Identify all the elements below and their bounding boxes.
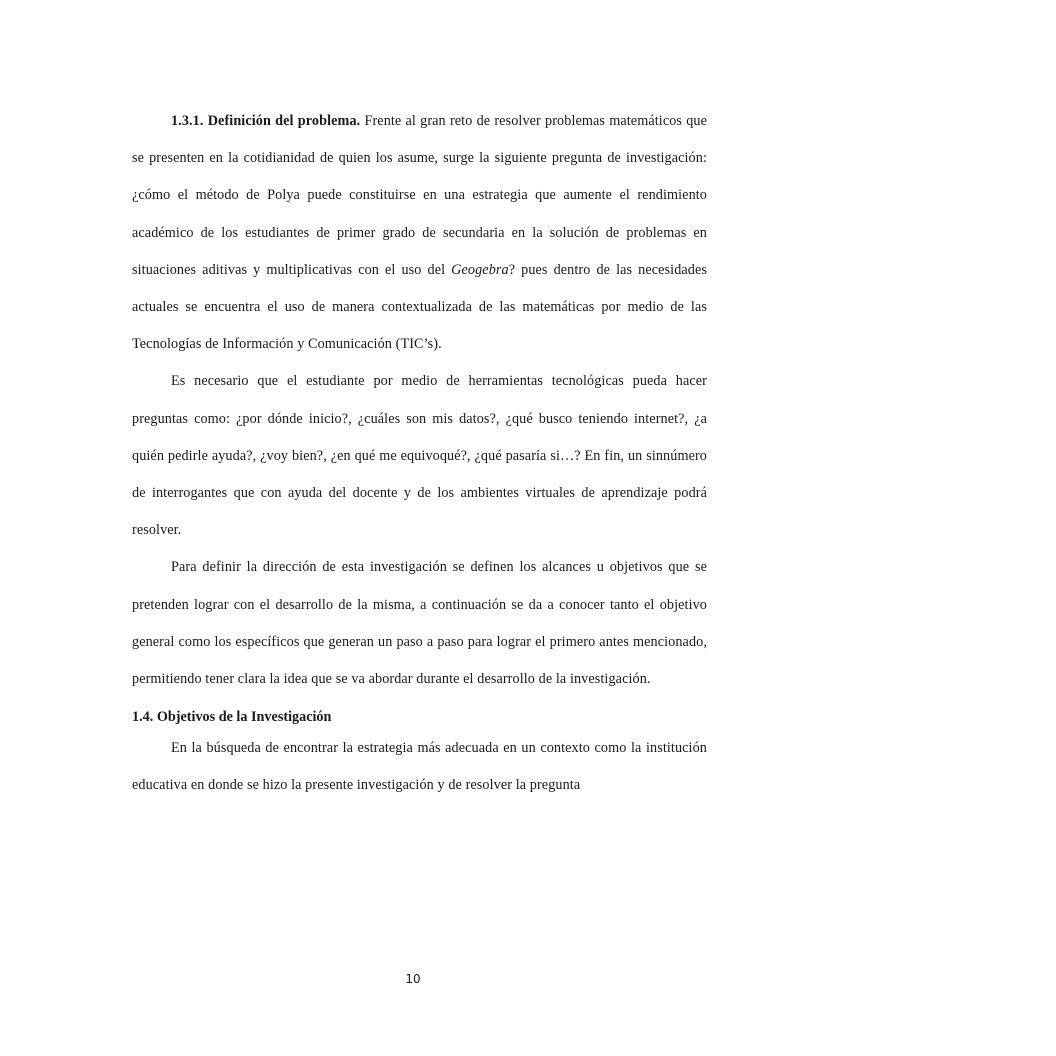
section-heading-objectives: 1.4. Objetivos de la Investigación	[132, 709, 332, 726]
page-number: 10	[405, 972, 421, 986]
geogebra-italic-term: Geogebra	[451, 261, 509, 278]
paragraph-research-direction: Para definir la dirección de esta investigación se definen los alcances u objetivos que se pretenden lograr con el desarrollo de la misma, a continuación se da a conocer tanto el objetivo general como los específicos que generan un paso a paso para lograr el primero antes mencionado, permitiendo tener clara la idea que se va abordar durante el desarrollo de la investigación.	[132, 559, 707, 688]
paragraph-text-part1: Frente al gran reto de resolver problemas matemáticos que se presenten en la cotidianidad de quien los asume, surge la siguiente pregunta de investigación: ¿cómo el método de Polya puede constituirse en una estrategia que aumente el rendimiento académico de los estudiantes de primer grado de secundaria en la solución de problemas en situaciones aditivas y multiplicativas con el uso del	[132, 113, 707, 278]
paragraph-problem-definition	[132, 103, 707, 363]
paragraph-student-questions: Es necesario que el estudiante por medio de herramientas tecnológicas pueda hacer preguntas como: ¿por dónde inicio?, ¿cuáles son mis datos?, ¿qué busco teniendo internet?, ¿a quién pedirle ayuda?, ¿voy bien?, ¿en qué me equivoqué?, ¿qué pasaría si…? En fin, un sinnúmero de interrogantes que con ayuda del docente y de los ambientes virtuales de aprendizaje podrá resolver.	[132, 373, 707, 539]
paragraph-text-part2: ? pues dentro de las necesidades actuales se encuentra el uso de manera contextualizada de las matemáticas por medio de las Tecnologías de Información y Comunicación (TIC’s).	[132, 261, 708, 353]
page-body	[132, 103, 707, 805]
subsection-heading-problem-definition: 1.3.1. Definición del problema.	[171, 113, 361, 129]
paragraph-objectives-intro: En la búsqueda de encontrar la estrategia más adecuada en un contexto como la institución educativa en donde se hizo la presente investigación y de resolver la pregunta	[132, 740, 707, 794]
